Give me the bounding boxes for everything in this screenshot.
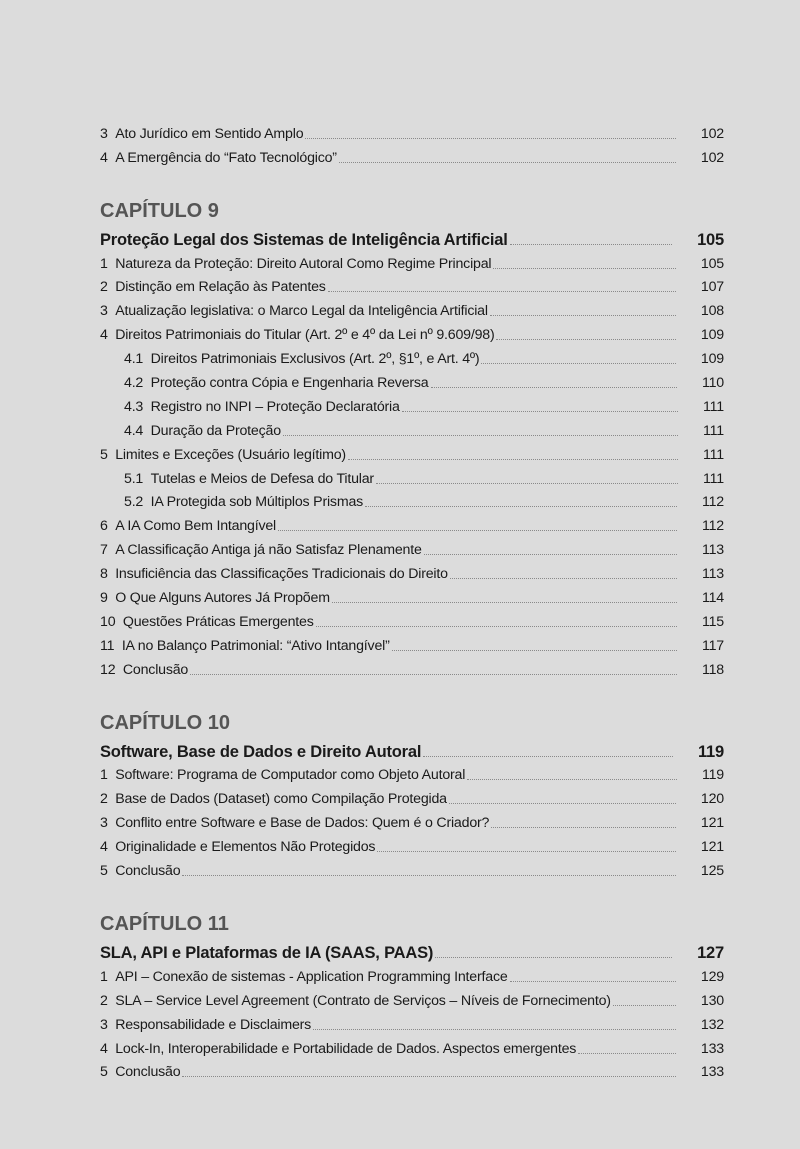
toc-subentry[interactable] bbox=[100, 416, 724, 440]
entry-number: 5 bbox=[100, 446, 108, 463]
dot-leader bbox=[435, 956, 672, 958]
dot-leader bbox=[376, 482, 678, 484]
page-number: 107 bbox=[700, 279, 724, 296]
entry-title: Proteção Legal dos Sistemas de Inteligência Artificial bbox=[100, 230, 508, 249]
entry-title: Questões Práticas Emergentes bbox=[122, 613, 314, 630]
dot-leader bbox=[316, 625, 677, 627]
page-number: 112 bbox=[701, 494, 724, 511]
entry-number: 9 bbox=[100, 590, 108, 607]
page-number: 111 bbox=[703, 422, 724, 439]
page-number: 120 bbox=[700, 791, 724, 808]
entry-number: 6 bbox=[100, 518, 108, 535]
dot-leader bbox=[182, 1075, 675, 1077]
page-number: 114 bbox=[701, 590, 724, 607]
dot-leader bbox=[449, 802, 676, 804]
entry-title: Responsabilidade e Disclaimers bbox=[115, 1016, 312, 1033]
toc-entry[interactable] bbox=[100, 320, 724, 344]
page-number: 117 bbox=[701, 637, 724, 654]
dot-leader bbox=[305, 137, 676, 139]
entry-title: O Que Alguns Autores Já Propõem bbox=[115, 590, 330, 607]
chapter-label: CAPÍTULO 10 bbox=[100, 711, 231, 734]
entry-number: 3 bbox=[100, 303, 108, 320]
entry-number: 4.2 bbox=[124, 375, 144, 392]
page-number: 112 bbox=[701, 518, 724, 535]
toc-entry[interactable] bbox=[100, 784, 724, 808]
toc-entry[interactable] bbox=[100, 607, 724, 631]
toc-subentry[interactable] bbox=[100, 488, 724, 512]
entry-number: 3 bbox=[100, 815, 108, 832]
entry-title: Direitos Patrimoniais Exclusivos (Art. 2º, §1º, e Art. 4º) bbox=[150, 351, 480, 368]
dot-leader bbox=[283, 434, 678, 436]
entry-title: Conclusão bbox=[115, 1064, 181, 1081]
toc-entry[interactable] bbox=[100, 655, 724, 679]
entry-number: 8 bbox=[100, 566, 108, 583]
entry-title: Atualização legislativa: o Marco Legal da Inteligência Artificial bbox=[115, 303, 488, 320]
entry-number: 2 bbox=[100, 992, 108, 1009]
entry-number: 4.1 bbox=[124, 351, 144, 368]
toc-entry[interactable] bbox=[100, 119, 724, 143]
dot-leader bbox=[481, 362, 676, 364]
entry-title: Distinção em Relação às Patentes bbox=[115, 279, 326, 296]
entry-number: 7 bbox=[100, 542, 108, 559]
dot-leader bbox=[510, 980, 676, 982]
toc-entry[interactable] bbox=[100, 440, 724, 464]
toc-entry[interactable] bbox=[100, 631, 724, 655]
toc-entry[interactable] bbox=[100, 1010, 724, 1034]
dot-leader bbox=[182, 874, 675, 876]
entry-title: Conclusão bbox=[115, 863, 181, 880]
dot-leader bbox=[496, 338, 675, 340]
page-number: 119 bbox=[701, 767, 724, 784]
entry-title: A Classificação Antiga já não Satisfaz Plenamente bbox=[115, 542, 422, 559]
page-number: 111 bbox=[703, 470, 724, 487]
page-number: 105 bbox=[697, 230, 724, 249]
entry-number: 2 bbox=[100, 279, 108, 296]
page-number: 111 bbox=[703, 398, 724, 415]
entry-title: Natureza da Proteção: Direito Autoral Como Regime Principal bbox=[115, 255, 492, 272]
toc-subentry[interactable] bbox=[100, 344, 724, 368]
entry-number: 12 bbox=[100, 661, 116, 678]
entry-title: Lock-In, Interoperabilidade e Portabilidade de Dados. Aspectos emergentes bbox=[115, 1040, 577, 1057]
entry-title: Software: Programa de Computador como Objeto Autoral bbox=[115, 767, 466, 784]
entry-number: 4 bbox=[100, 327, 108, 344]
page-number: 102 bbox=[700, 149, 724, 166]
page-number: 118 bbox=[701, 661, 724, 678]
dot-leader bbox=[467, 778, 677, 780]
page-number: 133 bbox=[700, 1064, 724, 1081]
entry-number: 4.4 bbox=[124, 422, 144, 439]
page-number: 113 bbox=[701, 542, 724, 559]
entry-title: Software, Base de Dados e Direito Autoral bbox=[100, 742, 422, 761]
dot-leader bbox=[365, 505, 677, 507]
dot-leader bbox=[339, 161, 676, 163]
entry-number: 3 bbox=[100, 125, 108, 142]
entry-number: 5.2 bbox=[124, 494, 144, 511]
entry-title: Conflito entre Software e Base de Dados: Quem é o Criador? bbox=[115, 815, 490, 832]
toc-entry[interactable] bbox=[100, 986, 724, 1010]
entry-title: Originalidade e Elementos Não Protegidos bbox=[115, 839, 376, 856]
entry-number: 2 bbox=[100, 791, 108, 808]
page-number: 108 bbox=[700, 303, 724, 320]
toc-entry[interactable] bbox=[100, 962, 724, 986]
toc-entry[interactable] bbox=[100, 559, 724, 583]
dot-leader bbox=[578, 1052, 676, 1054]
toc-entry[interactable] bbox=[100, 143, 724, 167]
dot-leader bbox=[493, 267, 676, 269]
toc-entry[interactable] bbox=[100, 832, 724, 856]
page-number: 119 bbox=[697, 742, 724, 761]
entry-number: 4 bbox=[100, 839, 108, 856]
page-number: 102 bbox=[700, 125, 724, 142]
dot-leader bbox=[278, 529, 677, 531]
entry-title: SLA, API e Plataformas de IA (SAAS, PAAS) bbox=[100, 943, 434, 962]
dot-leader bbox=[348, 458, 678, 460]
toc-entry[interactable] bbox=[100, 273, 724, 297]
entry-number: 4 bbox=[100, 149, 108, 166]
toc-entry[interactable] bbox=[100, 856, 724, 880]
entry-title: A IA Como Bem Intangível bbox=[115, 518, 276, 535]
entry-title: Proteção contra Cópia e Engenharia Reversa bbox=[150, 375, 429, 392]
dot-leader bbox=[431, 386, 677, 388]
entry-title: API – Conexão de sistemas - Application Programming Interface bbox=[115, 968, 508, 985]
entry-number: 4 bbox=[100, 1040, 108, 1057]
dot-leader bbox=[424, 553, 677, 555]
dot-leader bbox=[423, 755, 673, 757]
entry-number: 1 bbox=[100, 968, 108, 985]
dot-leader bbox=[510, 243, 672, 245]
dot-leader bbox=[328, 290, 676, 292]
toc-entry[interactable] bbox=[100, 761, 724, 785]
entry-number: 1 bbox=[100, 255, 108, 272]
entry-title: Duração da Proteção bbox=[150, 422, 281, 439]
entry-title: Limites e Exceções (Usuário legítimo) bbox=[115, 446, 346, 463]
dot-leader bbox=[450, 577, 677, 579]
entry-number: 1 bbox=[100, 767, 108, 784]
table-of-contents bbox=[100, 119, 724, 1081]
toc-entry[interactable] bbox=[100, 511, 724, 535]
page-number: 105 bbox=[700, 255, 724, 272]
entry-title: Insuficiência das Classificações Tradicionais do Direito bbox=[115, 566, 448, 583]
entry-title: SLA – Service Level Agreement (Contrato de Serviços – Níveis de Fornecimento) bbox=[115, 992, 611, 1009]
entry-title: Tutelas e Meios de Defesa do Titular bbox=[150, 470, 374, 487]
toc-entry[interactable] bbox=[100, 1058, 724, 1082]
page-number: 132 bbox=[700, 1016, 724, 1033]
entry-number: 5.1 bbox=[124, 470, 144, 487]
entry-number: 5 bbox=[100, 1064, 108, 1081]
entry-title: IA Protegida sob Múltiplos Prismas bbox=[150, 494, 364, 511]
toc-entry[interactable] bbox=[100, 1034, 724, 1058]
toc-subentry[interactable] bbox=[100, 464, 724, 488]
page-number: 127 bbox=[697, 943, 724, 962]
page-number: 121 bbox=[700, 839, 724, 856]
dot-leader bbox=[377, 850, 676, 852]
entry-title: A Emergência do “Fato Tecnológico” bbox=[115, 149, 337, 166]
dot-leader bbox=[313, 1028, 676, 1030]
entry-number: 10 bbox=[100, 613, 116, 630]
page-number: 109 bbox=[700, 327, 724, 344]
entry-title: Direitos Patrimoniais do Titular (Art. 2º e 4º da Lei nº 9.609/98) bbox=[115, 327, 495, 344]
entry-title: Base de Dados (Dataset) como Compilação Protegida bbox=[115, 791, 447, 808]
page-number: 130 bbox=[700, 992, 724, 1009]
toc-entry[interactable] bbox=[100, 225, 724, 249]
toc-entry[interactable] bbox=[100, 808, 724, 832]
entry-number: 11 bbox=[100, 637, 115, 654]
entry-title: Conclusão bbox=[122, 661, 189, 678]
dot-leader bbox=[402, 410, 678, 412]
toc-entry[interactable] bbox=[100, 583, 724, 607]
toc-entry[interactable] bbox=[100, 737, 724, 761]
toc-entry[interactable] bbox=[100, 296, 724, 320]
page-number: 113 bbox=[701, 566, 724, 583]
toc-entry[interactable] bbox=[100, 249, 724, 273]
entry-number: 5 bbox=[100, 863, 108, 880]
page-number: 125 bbox=[700, 863, 724, 880]
page-number: 129 bbox=[700, 968, 724, 985]
page-number: 111 bbox=[703, 446, 724, 463]
dot-leader bbox=[490, 314, 676, 316]
dot-leader bbox=[332, 601, 677, 603]
dot-leader bbox=[190, 673, 677, 675]
chapter-label: CAPÍTULO 11 bbox=[100, 913, 229, 936]
toc-subentry[interactable] bbox=[100, 392, 724, 416]
chapter-label: CAPÍTULO 9 bbox=[100, 199, 219, 222]
entry-number: 3 bbox=[100, 1016, 108, 1033]
dot-leader bbox=[392, 649, 677, 651]
entry-title: IA no Balanço Patrimonial: “Ativo Intangível” bbox=[121, 637, 390, 654]
page-number: 115 bbox=[701, 613, 724, 630]
entry-number: 4.3 bbox=[124, 398, 144, 415]
dot-leader bbox=[613, 1004, 676, 1006]
toc-entry[interactable] bbox=[100, 535, 724, 559]
entry-title: Ato Jurídico em Sentido Amplo bbox=[115, 125, 304, 142]
page-number: 133 bbox=[700, 1040, 724, 1057]
page-number: 109 bbox=[700, 351, 724, 368]
toc-entry[interactable] bbox=[100, 938, 724, 962]
page-number: 121 bbox=[700, 815, 724, 832]
page-number: 110 bbox=[701, 375, 724, 392]
toc-subentry[interactable] bbox=[100, 368, 724, 392]
dot-leader bbox=[491, 826, 676, 828]
entry-title: Registro no INPI – Proteção Declaratória bbox=[150, 398, 400, 415]
